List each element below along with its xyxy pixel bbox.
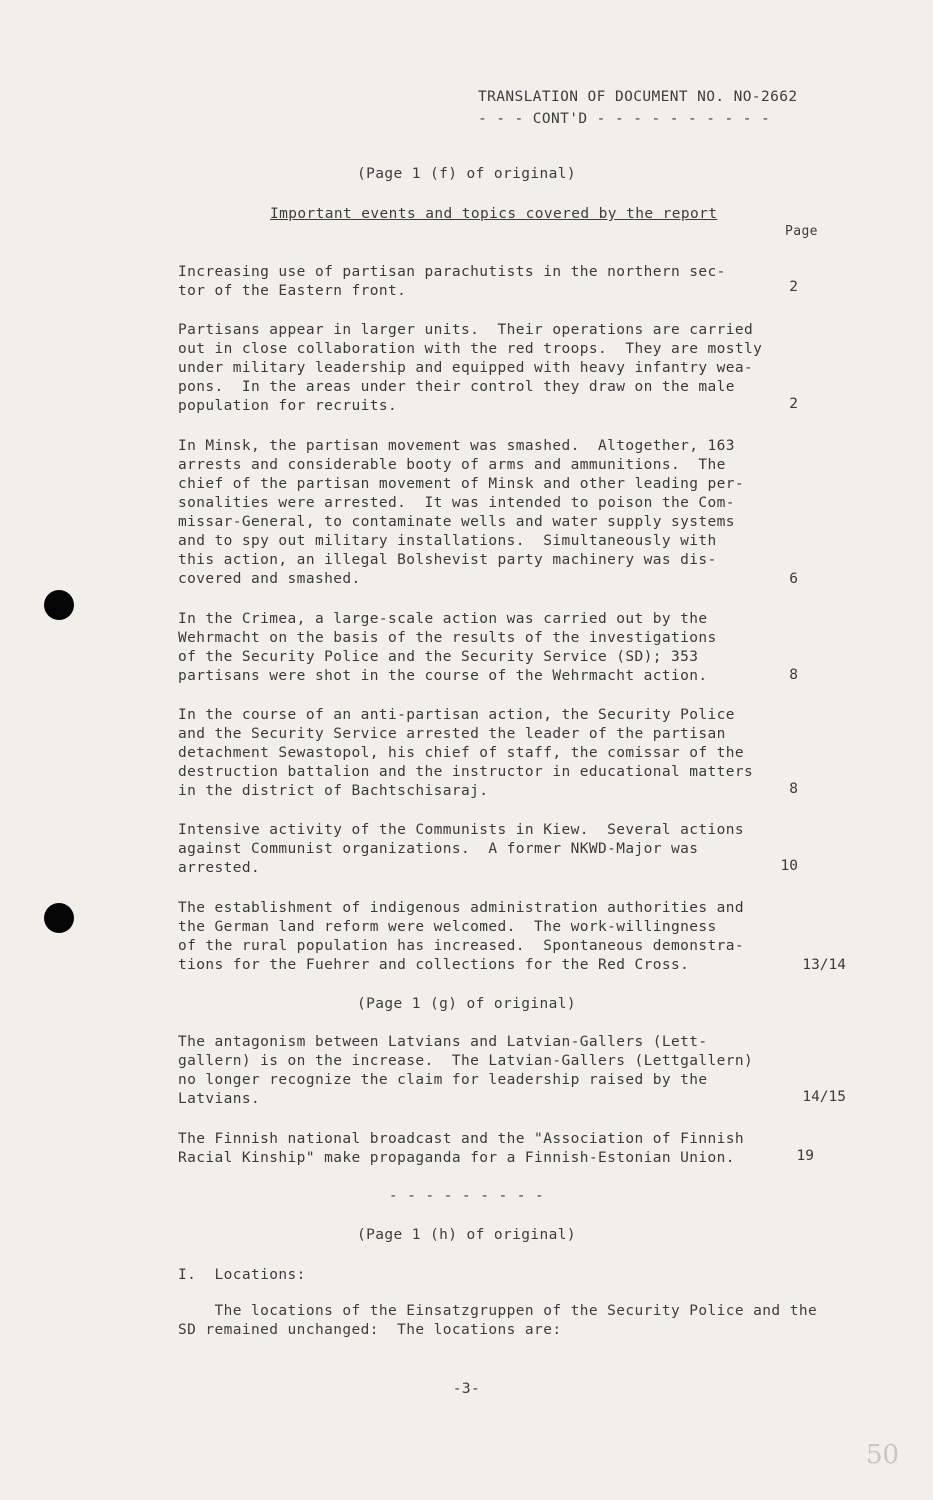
entry-page: 14/15 <box>802 1089 846 1105</box>
entry-page: 10 <box>780 858 798 874</box>
entry-text: Intensive activity of the Communists in Kiew. Several actions against Communist organizations. A former NKWD-Major was arrested. <box>178 822 745 876</box>
page-number: -3- <box>452 1381 481 1397</box>
margin-number: 50 <box>866 1440 900 1470</box>
entry-page: 13/14 <box>802 957 846 973</box>
locations-text: The locations of the Einsatzgruppen of the Security Police and the SD remained unchanged: The locations are: <box>178 1303 818 1338</box>
entry-3 <box>178 437 798 589</box>
entry-text: In Minsk, the partisan movement was smashed. Altogether, 163 arrests and considerable booty of arms and ammunitions. The chief of the partisan movement of Minsk and other leading per- sonalities were arrested. It was intended to poison the Com- missar-General, to contaminate wells and water supply systems and to spy out military installations. Simultaneously with this action, an illegal Bolshevist party machinery was dis- covered and smashed. <box>178 438 745 587</box>
page-ref-g: (Page 1 (g) of original) <box>356 996 577 1012</box>
entry-2 <box>178 321 798 416</box>
entry-6 <box>178 821 798 878</box>
entry-9 <box>178 1130 814 1168</box>
locations-heading: I. Locations: <box>178 1267 306 1283</box>
entry-8 <box>178 1033 846 1109</box>
entry-page: 8 <box>789 667 798 683</box>
entry-5 <box>178 706 798 801</box>
section-heading: Important events and topics covered by the report <box>270 206 718 222</box>
entry-page: 2 <box>789 396 798 412</box>
page-ref-h: (Page 1 (h) of original) <box>356 1227 577 1243</box>
entry-text: In the Crimea, a large-scale action was carried out by the Wehrmacht on the basis of the results of the investigations of the Security Police and the Security Service (SD); 353 partisans were shot in the course of the Wehrmacht action. <box>178 611 717 684</box>
entry-text: In the course of an anti-partisan action, the Security Police and the Security Service arrested the leader of the partisan detachment Sewastopol, his chief of staff, the comissar of the destruction battalion and the instructor in educational matters in the district of Bachtschisaraj. <box>178 707 754 799</box>
entry-text: The establishment of indigenous administration authorities and the German land reform were welcomed. The work-willingness of the rural population has increased. Spontaneous demonstra- tions for the Fuehrer and collections for the Red Cross. <box>178 900 745 973</box>
entry-text: The Finnish national broadcast and the "Association of Finnish Racial Kinship" make propaganda for a Finnish-Estonian Union. <box>178 1131 745 1166</box>
punch-hole-top <box>44 590 74 620</box>
entry-1 <box>178 263 798 301</box>
punch-hole-bottom <box>44 903 74 933</box>
entry-page: 19 <box>796 1148 814 1164</box>
entry-page: 2 <box>789 279 798 295</box>
page-column-label: Page <box>785 224 818 239</box>
entry-7 <box>178 899 846 975</box>
entry-4 <box>178 610 798 686</box>
entry-text: Increasing use of partisan parachutists in the northern sec- tor of the Eastern front. <box>178 264 726 299</box>
continued-line: - - - CONT'D - - - - - - - - - - <box>478 111 771 127</box>
separator-line: - - - - - - - - - <box>388 1188 545 1204</box>
entry-page: 8 <box>789 781 798 797</box>
entry-text: Partisans appear in larger units. Their operations are carried out in close collaboration with the red troops. They are mostly under military leadership and equipped with heavy infantry wea- pons. In the areas under their control they draw on the male population for recruits. <box>178 322 763 414</box>
document-title: TRANSLATION OF DOCUMENT NO. NO-2662 <box>478 89 798 105</box>
entry-page: 6 <box>789 571 798 587</box>
entry-text: The antagonism between Latvians and Latvian-Gallers (Lett- gallern) is on the increase. The Latvian-Gallers (Lettgallern) no longer recognize the claim for leadership raised by the Latvians. <box>178 1034 754 1107</box>
page-ref-f: (Page 1 (f) of original) <box>356 166 577 182</box>
